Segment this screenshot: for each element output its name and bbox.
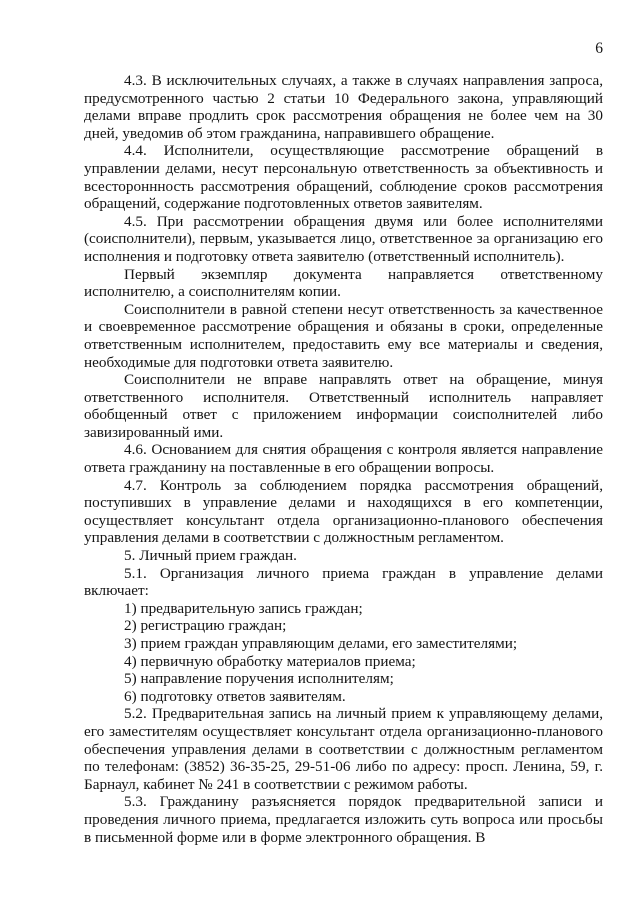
- paragraph-4-4: 4.4. Исполнители, осуществляющие рассмотрение обращений в управлении делами, несут персональную ответственность за объективность и всестороннность рассмотрения обращений, соблюдение сроков рассмотрения обращений, содержание подготовленных ответов заявителям.: [84, 142, 603, 213]
- page-body: [84, 72, 603, 846]
- list-item-4: 4) первичную обработку материалов приема;: [124, 652, 416, 670]
- list-item-1: 1) предварительную запись граждан;: [124, 599, 363, 617]
- list-item-2: 2) регистрацию граждан;: [124, 617, 287, 635]
- page-number: 6: [595, 40, 603, 57]
- paragraph-4-6: 4.6. Основанием для снятия обращения с контроля является направление ответа гражданину на поставленные в его обращении вопросы.: [84, 441, 603, 477]
- list-item-5: 5) направление поручения исполнителям;: [124, 670, 394, 688]
- paragraph-4-5: 4.5. При рассмотрении обращения двумя или более исполнителями (соисполнители), первым, указывается лицо, ответственное за организацию его исполнения и подготовку ответа заявителю (ответственный исполнитель).: [84, 212, 603, 265]
- section-heading-5: 5. Личный прием граждан.: [124, 547, 297, 565]
- paragraph-co-executors-reply: Соисполнители не вправе направлять ответ на обращение, минуя ответственного исполнителя. Ответственный исполнитель направляет обобщенный ответ с приложением информации соисполнителей либо завизированный ими.: [84, 371, 603, 441]
- paragraph-5-3: 5.3. Гражданину разъясняется порядок предварительной записи и проведения личного приема, предлагается изложить суть вопроса или просьбы в письменной форме или в форме электронного обращения. В: [84, 793, 603, 846]
- paragraph-4-7: 4.7. Контроль за соблюдением порядка рассмотрения обращений, поступивших в управление делами и находящихся в его компетенции, осуществляет консультант отдела организационно-планового обеспечения управления делами в соответствии с должностным регламентом.: [84, 476, 603, 547]
- paragraph-4-3: 4.3. В исключительных случаях, а также в случаях направления запроса, предусмотренного частью 2 статьи 10 Федерального закона, управляющий делами вправе продлить срок рассмотрения обращения не более чем на 30 дней, уведомив об этом гражданина, направившего обращение.: [84, 72, 603, 142]
- paragraph-first-copy: Первый экземпляр документа направляется ответственному исполнителю, а соисполнителям копии.: [84, 265, 603, 301]
- paragraph-co-executors-responsibility: Соисполнители в равной степени несут ответственность за качественное и своевременное рассмотрение обращения и обязаны в сроки, определенные ответственным исполнителем, предоставить ему все материалы и сведения, необходимые для подготовки ответа заявителю.: [84, 300, 603, 371]
- list-item-6: 6) подготовку ответов заявителям.: [124, 687, 346, 705]
- paragraph-5-1: 5.1. Организация личного приема граждан в управление делами включает:: [84, 564, 603, 600]
- list-item-3: 3) прием граждан управляющим делами, его заместителями;: [124, 635, 518, 652]
- paragraph-5-2: 5.2. Предварительная запись на личный прием к управляющему делами, его заместителям осуществляет консультант отдела организационно-планового обеспечения управления делами в соответствии с должностным регламентом по телефонам: (3852) 36-35-25, 29-51-06 либо по адресу: просп. Ленина, 59, г. Барнаул, кабинет № 241 в соответствии с режимом работы.: [84, 705, 603, 793]
